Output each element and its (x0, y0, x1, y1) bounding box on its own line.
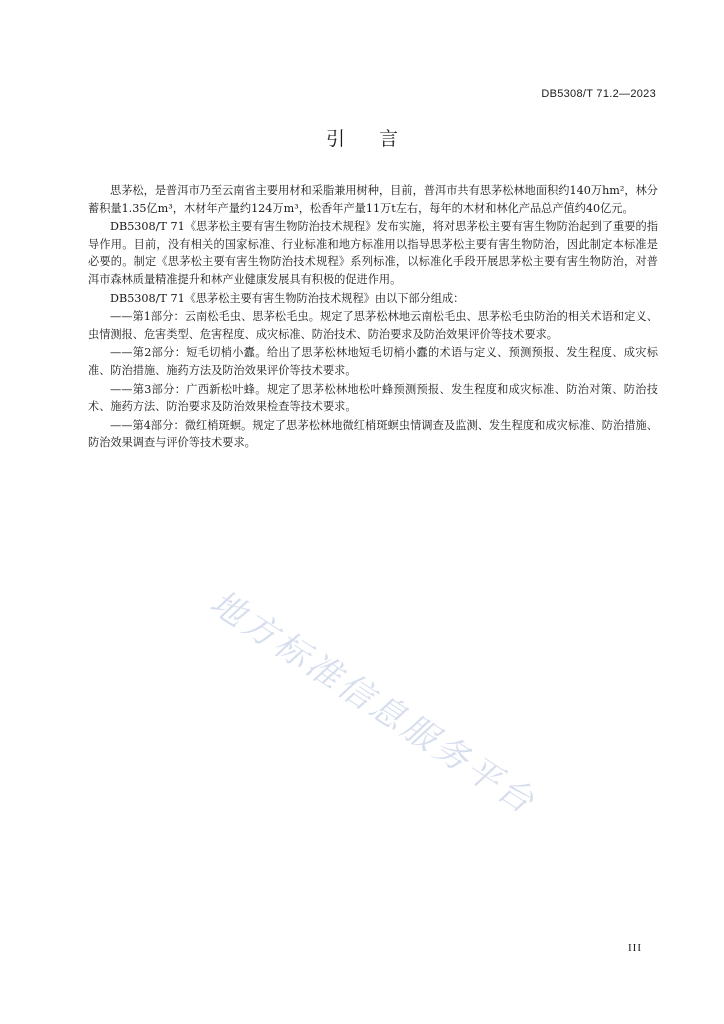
list-item: ——第1部分：云南松毛虫、思茅松毛虫。规定了思茅松林地云南松毛虫、思茅松毛虫防治的相关术语和定义、虫情测报、危害类型、危害程度、成灾标准、防治技术、防治要求及防治效果评价等技术要求。 (88, 310, 658, 341)
introduction-body (88, 182, 658, 453)
paragraph: 思茅松，是普洱市乃至云南省主要用材和采脂兼用树种，目前，普洱市共有思茅松林地面积约140万hm²，林分蓄积量1.35亿m³，木材年产量约124万m³，松香年产量11万t左右，每年的木材和林化产品总产值约40亿元。 (88, 184, 658, 215)
paragraph: DB5308/T 71《思茅松主要有害生物防治技术规程》发布实施，将对思茅松主要有害生物防治起到了重要的指导作用。目前，没有相关的国家标准、行业标准和地方标准用以指导思茅松主要有害生物防治，因此制定本标准是必要的。制定《思茅松主要有害生物防治技术规程》系列标准，以标准化手段开展思茅松主要有害生物防治，对普洱市森林质量精准提升和林产业健康发展具有积极的促进作用。 (88, 220, 658, 286)
paragraph: DB5308/T 71《思茅松主要有害生物防治技术规程》由以下部分组成： (110, 291, 465, 305)
list-item: ——第2部分：短毛切梢小蠹。给出了思茅松林地短毛切梢小蠹的术语与定义、预测预报、发生程度、成灾标准、防治措施、施药方法及防治效果评价等技术要求。 (88, 346, 658, 377)
watermark: 地方标准信息服务平台 (202, 582, 544, 824)
page-number: III (628, 942, 642, 954)
document-code: DB5308/T 71.2—2023 (541, 88, 656, 100)
list-item: ——第4部分：微红梢斑螟。规定了思茅松林地微红梢斑螟虫情调查及监测、发生程度和成灾标准、防治措施、防治效果调查与评价等技术要求。 (88, 418, 658, 450)
list-item: ——第3部分：广西新松叶蜂。规定了思茅松林地松叶蜂预测预报、发生程度和成灾标准、防治对策、防治技术、施药方法、防治要求及防治效果检查等技术要求。 (88, 382, 658, 414)
page-title: 引言 (325, 128, 432, 150)
